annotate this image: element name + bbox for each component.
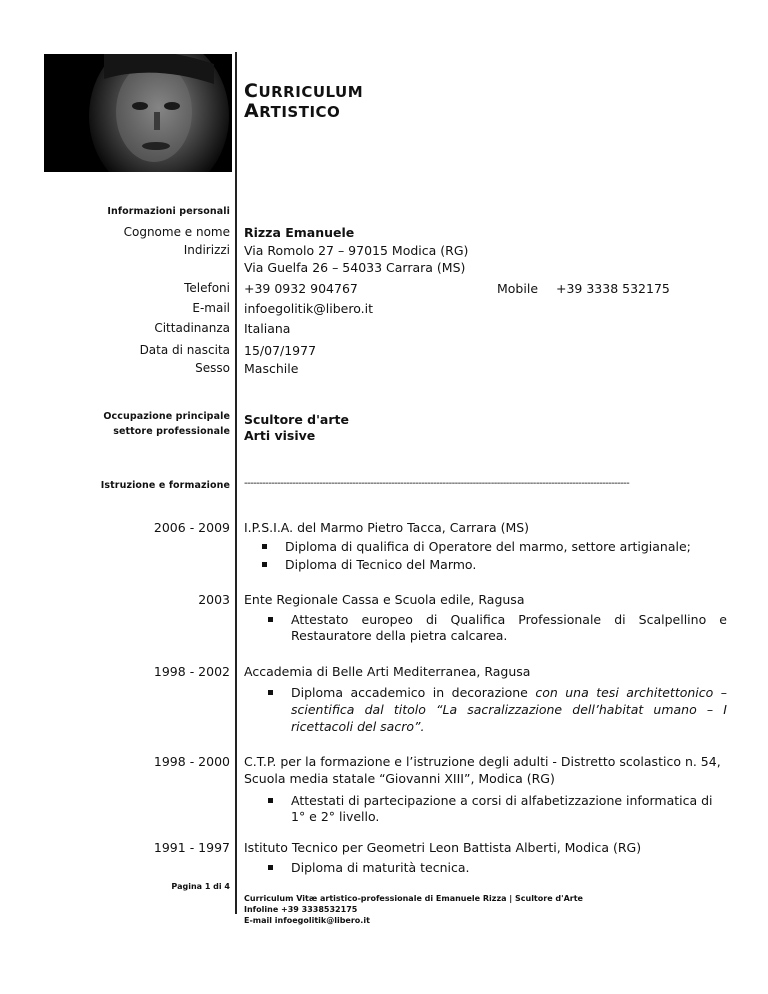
address-line-2: Via Guelfa 26 – 54033 Carrara (MS) bbox=[244, 260, 466, 275]
sex-value: Maschile bbox=[244, 361, 299, 376]
bullet-icon bbox=[268, 690, 273, 695]
edu-bullet-plain: Diploma accademico in decorazione bbox=[291, 685, 536, 700]
citizenship-value: Italiana bbox=[244, 321, 291, 336]
section-personal-info: Informazioni personali bbox=[107, 206, 230, 217]
full-name: Rizza Emanuele bbox=[244, 225, 355, 240]
email-label: E-mail bbox=[192, 301, 230, 315]
edu-bullet-italic: con una tesi architettonico – scientifica dal titolo “La sacralizzazione dell’habitat umano – I ricettacoli del sacro”. bbox=[291, 685, 727, 734]
birth-label: Data di nascita bbox=[139, 343, 230, 357]
edu-years: 1998 - 2000 bbox=[153, 754, 230, 769]
edu-bullet bbox=[291, 684, 727, 735]
edu-years: 1998 - 2002 bbox=[153, 664, 230, 679]
edu-institution: Istituto Tecnico per Geometri Leon Battista Alberti, Modica (RG) bbox=[244, 840, 642, 855]
bullet-icon bbox=[268, 798, 273, 803]
edu-years: 2003 bbox=[198, 592, 230, 607]
citizenship-label: Cittadinanza bbox=[154, 321, 230, 335]
name-label: Cognome e nome bbox=[123, 225, 230, 239]
edu-institution: I.P.S.I.A. del Marmo Pietro Tacca, Carrara (MS) bbox=[244, 520, 530, 535]
phone-label: Telefoni bbox=[184, 281, 230, 295]
footer-line-2: Infoline +39 3338532175 bbox=[244, 905, 358, 914]
bullet-icon bbox=[268, 617, 273, 622]
edu-institution: Accademia di Belle Arti Mediterranea, Ragusa bbox=[244, 664, 531, 679]
sex-label: Sesso bbox=[195, 361, 230, 375]
occupation-value: Scultore d'arte bbox=[244, 412, 349, 427]
title-line-1: CURRICULUM bbox=[244, 80, 364, 102]
vertical-divider bbox=[235, 52, 237, 914]
page-number: Pagina 1 di 4 bbox=[171, 882, 230, 891]
edu-bullet: Diploma di Tecnico del Marmo. bbox=[285, 557, 477, 572]
edu-bullet: Diploma di qualifica di Operatore del marmo, settore artigianale; bbox=[285, 539, 691, 554]
address-label: Indirizzi bbox=[183, 243, 230, 257]
footer-line-1: Curriculum Vitæ artistico-professionale di Emanuele Rizza | Scultore d'Arte bbox=[244, 894, 583, 903]
edu-bullet: Attestati di partecipazione a corsi di alfabetizzazione informatica di 1° e 2° livello. bbox=[291, 793, 713, 824]
edu-bullet: Attestato europeo di Qualifica Professionale di Scalpellino e Restauratore della pietra calcarea. bbox=[291, 612, 727, 643]
title-line-2: ARTISTICO bbox=[244, 100, 341, 122]
edu-institution-line-2: Scuola media statale “Giovanni XIII”, Modica (RG) bbox=[244, 771, 555, 786]
birth-value: 15/07/1977 bbox=[244, 343, 317, 358]
document-title bbox=[244, 82, 363, 122]
mobile-label: Mobile bbox=[497, 281, 539, 296]
section-occupation-1: Occupazione principale bbox=[103, 411, 230, 422]
bullet-icon bbox=[268, 865, 273, 870]
section-occupation-2: settore professionale bbox=[113, 426, 230, 437]
edu-institution-line-1: C.T.P. per la formazione e l’istruzione degli adulti - Distretto scolastico n. 54, bbox=[244, 754, 721, 769]
edu-years: 2006 - 2009 bbox=[153, 520, 230, 535]
separator-line: -------------------------------------------------------------------------------------------------------------------------------- bbox=[244, 478, 630, 489]
email-value: infoegolitik@libero.it bbox=[244, 301, 373, 316]
profile-photo bbox=[44, 54, 232, 172]
phone-value: +39 0932 904767 bbox=[244, 281, 358, 296]
edu-institution: Ente Regionale Cassa e Scuola edile, Ragusa bbox=[244, 592, 525, 607]
footer-line-3: E-mail infoegolitik@libero.it bbox=[244, 916, 370, 925]
bullet-icon bbox=[262, 544, 267, 549]
bullet-icon bbox=[262, 562, 267, 567]
section-education: Istruzione e formazione bbox=[100, 480, 230, 491]
edu-bullet: Diploma di maturità tecnica. bbox=[291, 860, 470, 875]
mobile-value: +39 3338 532175 bbox=[556, 281, 670, 296]
sector-value: Arti visive bbox=[244, 428, 316, 443]
edu-years: 1991 - 1997 bbox=[153, 840, 230, 855]
address-line-1: Via Romolo 27 – 97015 Modica (RG) bbox=[244, 243, 469, 258]
